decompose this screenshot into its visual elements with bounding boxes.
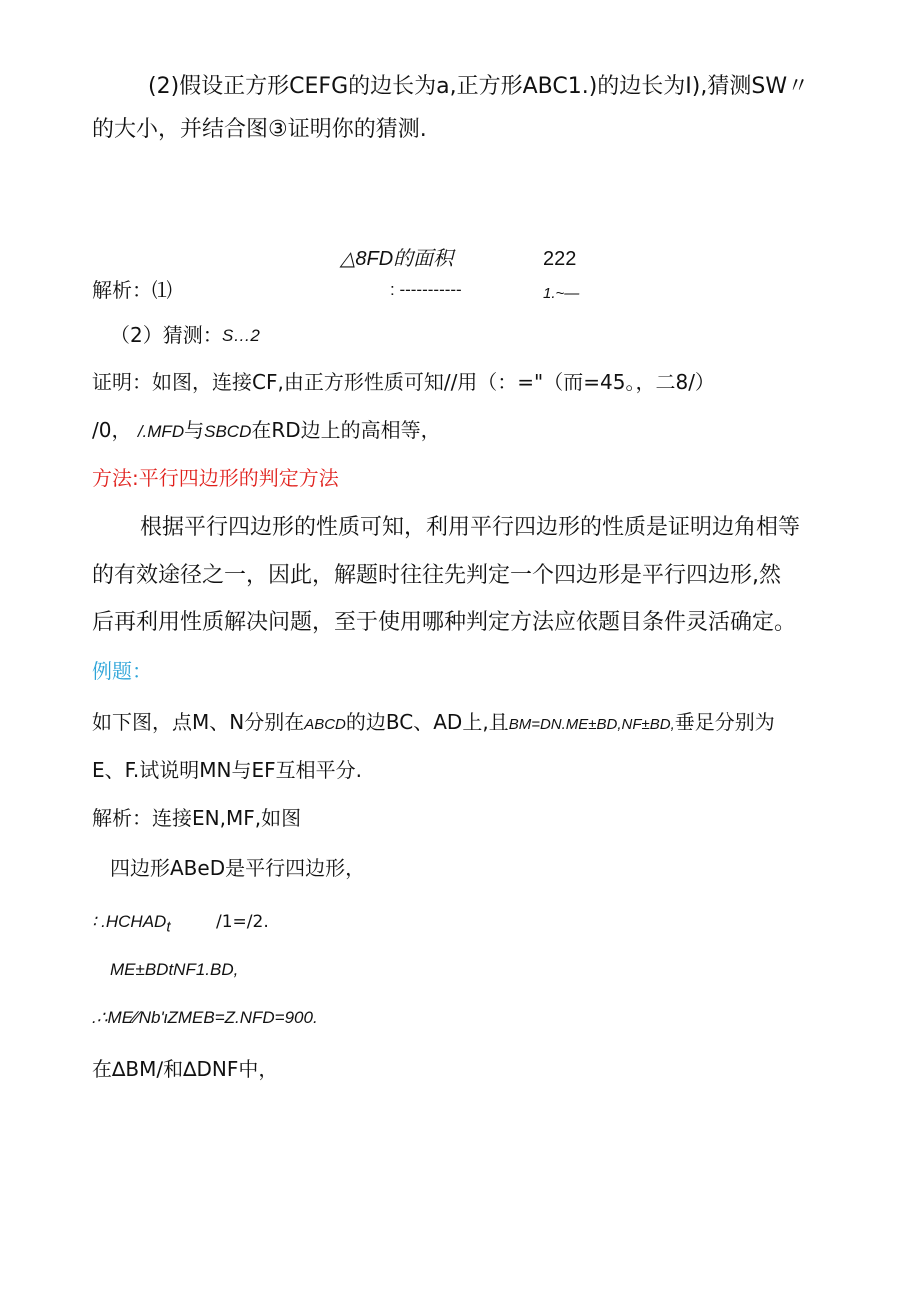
paragraph-line-1: 根据平行四边形的性质可知，利用平行四边形的性质是证明边角相等 [140,515,801,540]
math-line-2: ME±BDtNF1.BD, [110,960,239,979]
guess-label: （2）猜测： [110,323,223,347]
example-line-2: E、F.试说明MN与EF互相平分. [92,758,362,782]
math-line-1-angles: /1=/2. [216,912,269,932]
question-2-line-2: 的大小，并结合图③证明你的猜测. [92,117,427,142]
example-line-1 [92,710,775,734]
math-line-3: .∴ME∕∕Nb'ιZMEB=Z.NFD=900. [92,1008,318,1027]
example-line-1-part-b: ABCD [304,716,346,733]
example-line-1-part-e: 垂足分别为 [674,710,775,734]
example-label: 例题： [92,659,152,683]
example-line-1-part-a: 如下图，点M、N分别在 [92,710,305,734]
solution-line-2: 四边形ABeD是平行四边形， [110,856,366,880]
fraction-numerator-label: △8FD的面积 [340,248,454,270]
fraction-numerator-value: 222 [543,248,577,270]
proof-line-2-part-c: 与 [184,418,205,442]
last-line: 在∆BM∕和∆DNF中， [92,1057,279,1081]
solution-label: 解析：⑴ [92,278,172,302]
proof-line-2 [92,418,441,442]
solution-line-1: 解析：连接EN,MF,如图 [92,806,302,830]
proof-line-2-part-a: /0， [92,418,132,442]
math-line-1 [92,912,171,936]
proof-line-2-part-e: 在RD边上的高相等， [251,418,441,442]
math-line-1-subscript: t [166,918,171,936]
example-line-1-part-d: BM=DN.ME±BD,NF±BD, [508,716,675,733]
example-line-1-part-c: 的边BC、AD上,且 [345,710,509,734]
fraction-denominator: 1.~— [543,285,580,302]
proof-line-1: 证明：如图，连接CF,由正方形性质可知//用（：="（而=45。，二8/） [92,370,715,394]
question-2-line-1: (2)假设正方形CEFG的边长为a,正方形ABC1.)的边长为I),猜测SW〃 [148,74,810,99]
paragraph-line-3: 后再利用性质解决问题，至于使用哪种判定方法应依题目条件灵活确定。 [92,610,797,635]
proof-line-2-part-d: SBCD [204,422,252,441]
fraction-bar: : ----------- [390,280,462,299]
paragraph-line-2: 的有效途径之一，因此，解题时往往先判定一个四边形是平行四边形,然 [92,563,781,588]
math-line-1-part-a: ∶ .HCHAD [92,912,167,931]
proof-line-2-part-b: /.MFD [137,422,185,441]
method-title: 方法:平行四边形的判定方法 [92,466,339,490]
guess-value: S…2 [222,326,260,345]
